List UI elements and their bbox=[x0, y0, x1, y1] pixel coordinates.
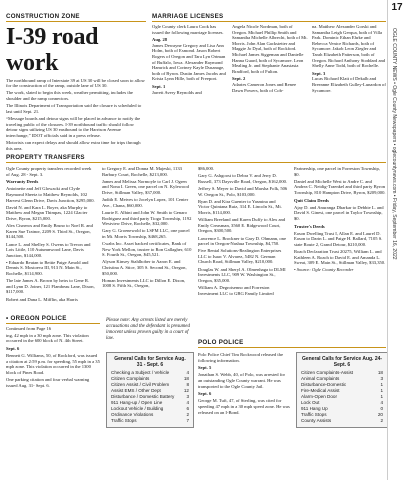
paragraph: William A. Degroisenno and Forreston Investment LLC to GBG Family Limited bbox=[198, 285, 274, 296]
paragraph: Continued from Page 16 bbox=[6, 325, 52, 331]
calls-row bbox=[301, 418, 383, 424]
paragraph: Quit Claim Deeds bbox=[294, 197, 329, 203]
please-note: Please note: Any arrests listed are merely accusations and the defendant is presumed innocent unless proven guilty in a court of law. bbox=[106, 318, 190, 341]
paragraph: Robert and Dana L. Mifflin, aka Harris bbox=[6, 296, 78, 302]
polo-calls-title: General Calls for Service Aug. 24-Sept. 6 bbox=[301, 356, 383, 368]
paragraph: Partnership, one parcel in Forreston Township, $0. bbox=[294, 166, 380, 177]
paragraph: James and Melissa Normoyle to Carl J. Ogren and Nona I. Green, one parcel on N. Kylewood Drive, Stillman Valley, $37,000. bbox=[102, 178, 189, 195]
calls-label: Animal Complaints bbox=[301, 376, 340, 381]
paragraph: Gary G. Ashgoost to Debra V. and Jerry D. Russell, 373 Daysville Road, Oregon, $162,000. bbox=[198, 173, 288, 184]
source-note: • Source: Ogle County Recorder bbox=[294, 267, 354, 273]
paragraph: The late James A. Brown by heirs to Gene R. and Lynn D. Joiner, 121 Flambeau Lane, Dixon, $117,000. bbox=[6, 278, 95, 295]
section-head: PROPERTY TRANSFERS bbox=[6, 155, 386, 163]
paragraph: Ryan D. and Kira Guenter to Yasmina and Victor Quintana Ruiz, 314 E. Lincoln St., Mt. Morris, $114,000. bbox=[198, 198, 282, 215]
calls-count: 0 bbox=[380, 406, 383, 411]
paragraph: George M. Tuft, 47, of Sterling, was cited for speeding 47 mph in a 30 mph speed zone. He was released on an I-Bond. bbox=[198, 398, 290, 415]
paragraph: The work, slated to begin this week, weather permitting, includes the shoulder and the ramp connectors. bbox=[6, 90, 133, 101]
paragraph: Cwabs Inc. Asset backed certificates, Bank of New York Mellon, trustee to Ron Gallagher, 610 S. Fourth St., Oregon, $45,521. bbox=[102, 241, 192, 258]
paragraph: to Gregory E. and Donna M. Majeski, 1133 Barbury Court, Rochelle, $213,000. bbox=[102, 166, 182, 177]
calls-label: Lock Out bbox=[301, 400, 320, 405]
calls-label: Ordinance Violations bbox=[111, 412, 154, 417]
license-entry: na. Matthew Alexander Gorski and Samantha Leigh Gerqua, both of Villa Park. Dominic Ethan Ehrke and Rebecca Venice Richards, both of Sycamore. Jakob Leon Ziegler and Tarah Elizabeth Patterson, both of Oregon. Richard Anthony Stoddard and Shelly Anne Todd, both of Rochelle. bbox=[312, 24, 386, 69]
calls-row bbox=[111, 418, 189, 424]
license-date: Sept. 3 bbox=[312, 70, 326, 76]
paragraph: The Illinois Department of Transportation said the closure is scheduled to last until Sept. 21. bbox=[6, 103, 142, 114]
paragraph: Jonathan S. Webb, 40, of Polo, was arrested for an outstanding Ogle County warrant. He was transported to the Ogle County Jail. bbox=[198, 372, 286, 389]
oregon-calls-title: General Calls for Service Aug. 31 - Sept. 6 bbox=[114, 356, 186, 368]
calls-label: Checking a Subject / Vehicle bbox=[111, 370, 170, 375]
paragraph: Antoinette and Jeff Glowacki and Clyde Raymond Sheetz to Matthew Reynolds, 102 Harvest Glenn Drive, Davis Junction, $295,000. bbox=[6, 186, 95, 203]
paragraph: The northbound ramp of Interstate 39 at US 30 will be closed soon to allow for the construction of the ramp, outside lane of US 30. bbox=[6, 77, 145, 89]
construction-body bbox=[6, 78, 146, 152]
section-head: • OREGON POLICE bbox=[6, 316, 100, 324]
section-head: CONSTRUCTION ZONE bbox=[6, 14, 146, 22]
paragraph: ing, 42 mph in a 30 mph zone. This violation occurred in the 600 block of N. 4th Street. bbox=[6, 332, 89, 344]
polo-police-head-wrap bbox=[198, 340, 386, 350]
paragraph: Sept. 6 bbox=[198, 391, 212, 397]
paragraph: Judith E. Meives to Jocelyn Lopez, 101 Center Ave., Chana, $60,000. bbox=[102, 197, 189, 208]
calls-count: 18 bbox=[377, 370, 383, 375]
paragraph: Daniel and Michelle West to Andre C. and Andrea C. Neidig-Traenkel and third party Byron Township, 810 Hampton Drive, Byron, $209,000. bbox=[294, 178, 386, 195]
calls-count: 8 bbox=[186, 382, 189, 387]
paragraph: Alyson Kinsey Stahlhober to Aaron E. and Christina A. Stice, 305 S. Second St., Oregon, $50,000. bbox=[102, 259, 187, 276]
calls-label: Fire-Medical Assist bbox=[301, 388, 340, 393]
license-date: Sept. 2 bbox=[232, 76, 246, 82]
license-date: Sept. 1 bbox=[152, 83, 166, 89]
calls-label: Disturbance / Domestic Battery bbox=[111, 394, 175, 399]
paragraph: Five Rental Solutions-Realington Enterprises LLC to Isaac V. Alvarez, 5482 N. German Church Road, Stillman Valley, $210,000. bbox=[198, 248, 282, 265]
marriage-col-3 bbox=[312, 24, 386, 95]
license-entry: Adaries Cameron Jones and Renee Dawn Powers, both of Cob- bbox=[232, 81, 297, 93]
calls-count: 4 bbox=[380, 400, 383, 405]
calls-count: 6 bbox=[186, 406, 189, 411]
paragraph: • Eduardo Reutan to Bettie Paige Arnold and Dennis S. Mostoeva III, 913 N. Main St., Rochelle, $114,900. bbox=[6, 259, 89, 277]
license-entry: Jarrett Avery Reynolds and bbox=[152, 89, 202, 95]
calls-count: 12 bbox=[183, 388, 189, 393]
calls-label: 911 Hang Up bbox=[301, 406, 328, 411]
property-col-2 bbox=[102, 166, 192, 291]
headline: I-39 road work bbox=[6, 23, 99, 76]
calls-count: 1 bbox=[380, 388, 383, 393]
calls-label: Citizen Assist / Civil Problem bbox=[111, 382, 170, 387]
paragraph: One parking citation and four verbal warning issued Aug. 31- Sept. 6. bbox=[6, 377, 90, 388]
paragraph: $86,000. bbox=[198, 166, 215, 171]
paragraph: Ajay D. and Anuranga Dharkar to Debbie L. and David S. Ginesi, one parcel in Taylor Township, $0. bbox=[294, 204, 384, 221]
calls-label: Alarm-Open Door bbox=[301, 394, 337, 399]
paragraph: Trustee's Deeds bbox=[294, 223, 325, 229]
calls-count: 20 bbox=[377, 412, 383, 417]
calls-count: 3 bbox=[186, 394, 189, 399]
calls-label: Assist EMS / Other Dept bbox=[111, 388, 161, 393]
oregon-police bbox=[6, 316, 100, 390]
property-col-3 bbox=[198, 166, 288, 298]
calls-count: 4 bbox=[186, 400, 189, 405]
paragraph: Roach Declaration Trust 20275, William L. and Kathleen A. Roach to David E. and Amanda L. Sweat, 309 E. Main St., Stillman Valley, $33,350. bbox=[294, 249, 386, 266]
paragraph: Sept. 6 bbox=[6, 345, 20, 351]
calls-count: 1 bbox=[380, 382, 383, 387]
license-entry: James Dewayne Gregory and Lisa Ann Holm, both of Esmond. Jason Robert Rogers of Oregon and Tara Lyn Ortman of Buffalo, Iowa. Alexander Raymond Hamrick and Cortney Kayle Dusanage, both of Byron. Dustin James Jacobs and Krista Lynn Hille, both of Freeport. bbox=[152, 42, 226, 82]
construction-zone bbox=[6, 14, 146, 153]
calls-label: Traffic Stops bbox=[301, 412, 327, 417]
license-date: Aug. 28 bbox=[152, 37, 168, 43]
calls-count: 2 bbox=[186, 412, 189, 417]
license-entry: Angela Nicole Nordman, both of Oregon. Michael Phillip Smith and Samantha Michelle Albrecht, both of Mt. Morris. John Alan Gackstetter and Maggie Jo Dyal, both of Rockford. Michael James Siggeman and Danielle Hanna Guard, both of Sycamore. Leon Mealing Jr. and Stephanie Anastasia Bradford, both of Fulton. bbox=[232, 24, 308, 74]
paragraph: Polo Police Chief Tim Rockwood released the following information. bbox=[198, 352, 283, 363]
paragraph: Warranty Deeds bbox=[6, 179, 39, 185]
paragraph: David N. and Kara L. Boyer, aka Murphy to Matthew and Megan Thimpas, 1224 Glacier Drive, Byron, $215,000. bbox=[6, 204, 88, 221]
calls-label: 911 Hang-up / Open Line bbox=[111, 400, 163, 405]
marriage-intro: Ogle County clerk Laura Cook has issued the following marriage licenses. bbox=[152, 24, 224, 35]
calls-label: Disturbance-Domestic bbox=[301, 382, 347, 387]
paragraph: Sept. 5 bbox=[198, 365, 212, 371]
calls-label: County Assists bbox=[301, 418, 332, 423]
paragraph: Alex Cisneros and Emily Bruno to Noel R. and Karen Sue Trainor, 2209 S. Third St., Oregon, $144,500. bbox=[6, 223, 93, 240]
section-head: POLO POLICE bbox=[198, 340, 386, 348]
paragraph: Laurie E. Albini and John W. Smith to Genaro Rodriguez and third party Tioga Township, 1192 Westview Drive, Rochelle, $32,000. bbox=[102, 209, 192, 227]
paragraph: Jeffrey S. Meyer to David and Marsha Folk, 506 W. Oregon St., Polo, $103,000. bbox=[198, 185, 288, 197]
paragraph: Douglas W. and Sheryl A. Olmenhaga to DLMI Investments LLC, 909 W. Washington St., Oregon, $35,000. bbox=[198, 266, 286, 283]
license-entry: Lucas Richard Klatt of Dekalb and Breeanne Elizabeth Gulley-Lunardon of Sycamore. bbox=[312, 76, 386, 93]
calls-label: Citizen Complaints-Assist bbox=[301, 370, 354, 375]
property-col-1 bbox=[6, 166, 96, 304]
property-col-4 bbox=[294, 166, 386, 275]
paragraph: Homan Investments LLC to Dillon E. Dixon, 1008 S. Fifth St., Oregon, bbox=[102, 277, 186, 289]
calls-label: Citizen Complaints bbox=[111, 376, 150, 381]
paragraph: William Breeland and Karen Duffy to Alex and Emily Creasman, 3560 E. Ridgewood Court, Oregon, $300,500. bbox=[198, 217, 286, 234]
section-head: MARRIAGE LICENSES bbox=[152, 14, 386, 22]
paragraph: Motorists can expect delays and should allow extra time for trips through this area. bbox=[6, 139, 141, 151]
page-side-strip bbox=[387, 0, 406, 480]
polo-calls-box bbox=[296, 352, 388, 428]
marriage-col-2 bbox=[232, 24, 308, 95]
oregon-calls-box bbox=[106, 352, 194, 428]
calls-count: 4 bbox=[186, 370, 189, 375]
calls-count: 2 bbox=[380, 418, 383, 423]
calls-label: Lockout Vehicle / Building bbox=[111, 406, 164, 411]
paragraph: Lance L. and Shelley S. Owens to Trevon and Lois Little, 110 Autumnwood Lane, Davis Junction, $144,000. bbox=[6, 241, 91, 258]
calls-count: 18 bbox=[183, 376, 189, 381]
calls-count: 7 bbox=[186, 418, 189, 423]
polo-police bbox=[198, 352, 290, 417]
marriage-col-1 bbox=[152, 24, 226, 97]
paragraph: Gary G. Groenewold to LSFM LLC, one parcel in Mt. Morris Township, $468,265. bbox=[102, 228, 190, 239]
calls-count: 1 bbox=[380, 394, 383, 399]
paragraph: Lawrence L. Brockner to Gary D. Ohmann, one parcel in Oregon-Nashua Township, $4,750. bbox=[198, 235, 287, 247]
calls-count: 3 bbox=[380, 376, 383, 381]
side-strip-text: OGLE COUNTY NEWS • Ogle County Newspapers • oglecountynews.com • Friday, September 16, 2022 bbox=[391, 28, 397, 260]
paragraph: Bennett G. Williams, 50, of Rockford, was issued a citation at 2:59 p.m. for speeding, 55 mph in a 35 mph zone. This violation occurred in the 1300 block of Pines Road. bbox=[6, 353, 100, 375]
paragraph: Eason Dwelling Trust I, Allan E. and Laurel D. Eason to Darin L. and Paige H. Ballard, 7105 S. state Route 2, Grand Detour, $210,000. bbox=[294, 230, 383, 247]
calls-label: Traffic Stops bbox=[111, 418, 137, 423]
marriage-licenses bbox=[152, 14, 386, 24]
page-number: 17 bbox=[391, 2, 403, 13]
paragraph: Ogle County property transfers recorded week of Aug. 28 - Sept. 3. bbox=[6, 166, 92, 177]
property-transfers bbox=[6, 155, 386, 165]
paragraph: “Message boards and detour signs will be placed in advance to notify the traveling public of the closures. I-39 northbound traffic should follow detour signs utilizing US 30 eastbound to the Harrison Avenue interchange,” IDOT officials said in a press release. bbox=[6, 115, 141, 138]
